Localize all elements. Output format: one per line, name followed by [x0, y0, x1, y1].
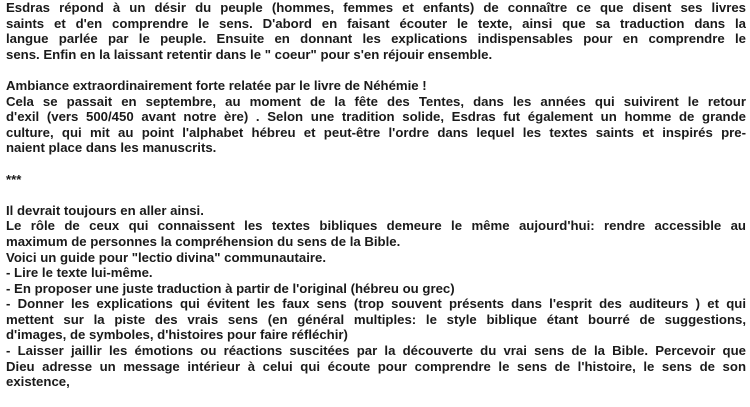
text-line: naient place dans les manuscrits.	[6, 140, 217, 156]
text-line: mettent sur la piste des vrais sens (en général multiples: le style biblique étant bourré de suggestions,	[6, 311, 746, 327]
separator: ***	[6, 171, 22, 187]
text-line: Cela se passait en septembre, au moment de la fête des Tentes, dans les années qui suivirent le retour	[6, 93, 746, 109]
text-line: sens. Enfin en la laissant retentir dans le " coeur" pour s'en réjouir ensemble.	[6, 46, 493, 62]
document-page	[6, 0, 746, 390]
list-item: - En proposer une juste traduction à partir de l'original (hébreu ou grec)	[6, 280, 455, 296]
spacer	[6, 62, 746, 78]
text-line: culture, qui mit au point l'alphabet hébreu et peut-être l'ordre dans lequel les textes saints et inspirés pre-	[6, 124, 746, 140]
text-line: d'exil (vers 500/450 avant notre ère) . Selon une tradition solide, Esdras fut également un homme de grande	[6, 109, 746, 125]
text-line: Voici un guide pour "lectio divina" communautaire.	[6, 249, 327, 265]
text-line: Le rôle de ceux qui connaissent les textes bibliques demeure le même aujourd'hui: rendre accessible au	[6, 218, 746, 234]
text-line: Il devrait toujours en aller ainsi.	[6, 202, 204, 218]
text-line: d'images, de symboles, d'histoires pour faire réfléchir)	[6, 327, 348, 343]
list-item: - Lire le texte lui-même.	[6, 265, 153, 281]
text-line: Ambiance extraordinairement forte relatée par le livre de Néhémie !	[6, 77, 427, 93]
text-line: langue parlée par le peuple. Ensuite en donnant les explications indispensables pour en comprendre le	[6, 31, 746, 47]
paragraph-guide	[6, 203, 746, 390]
text-line: existence,	[6, 374, 70, 390]
text-line: Dieu adresse un message intérieur à celui qui écoute pour comprendre le sens de l'histoire, le sens de son	[6, 358, 746, 374]
list-item: - Laisser jaillir les émotions ou réactions suscitées par la découverte du vrai sens de la Bible. Percevoir que	[6, 343, 746, 359]
text-line: saints et d'en comprendre le sens. D'abord en faisant écouter le texte, ainsi que sa traduction dans la	[6, 15, 746, 31]
spacer	[6, 156, 746, 172]
text-line: Esdras répond à un désir du peuple (hommes, femmes et enfants) de connaître ce que disent ses livres	[6, 0, 746, 15]
text-line: maximum de personnes la compréhension du sens de la Bible.	[6, 233, 401, 249]
list-item: - Donner les explications qui évitent les faux sens (trop souvent présents dans l'esprit des auditeurs ) et qui	[6, 296, 746, 312]
paragraph-esdras	[6, 0, 746, 62]
paragraph-ambiance	[6, 78, 746, 156]
spacer	[6, 187, 746, 203]
